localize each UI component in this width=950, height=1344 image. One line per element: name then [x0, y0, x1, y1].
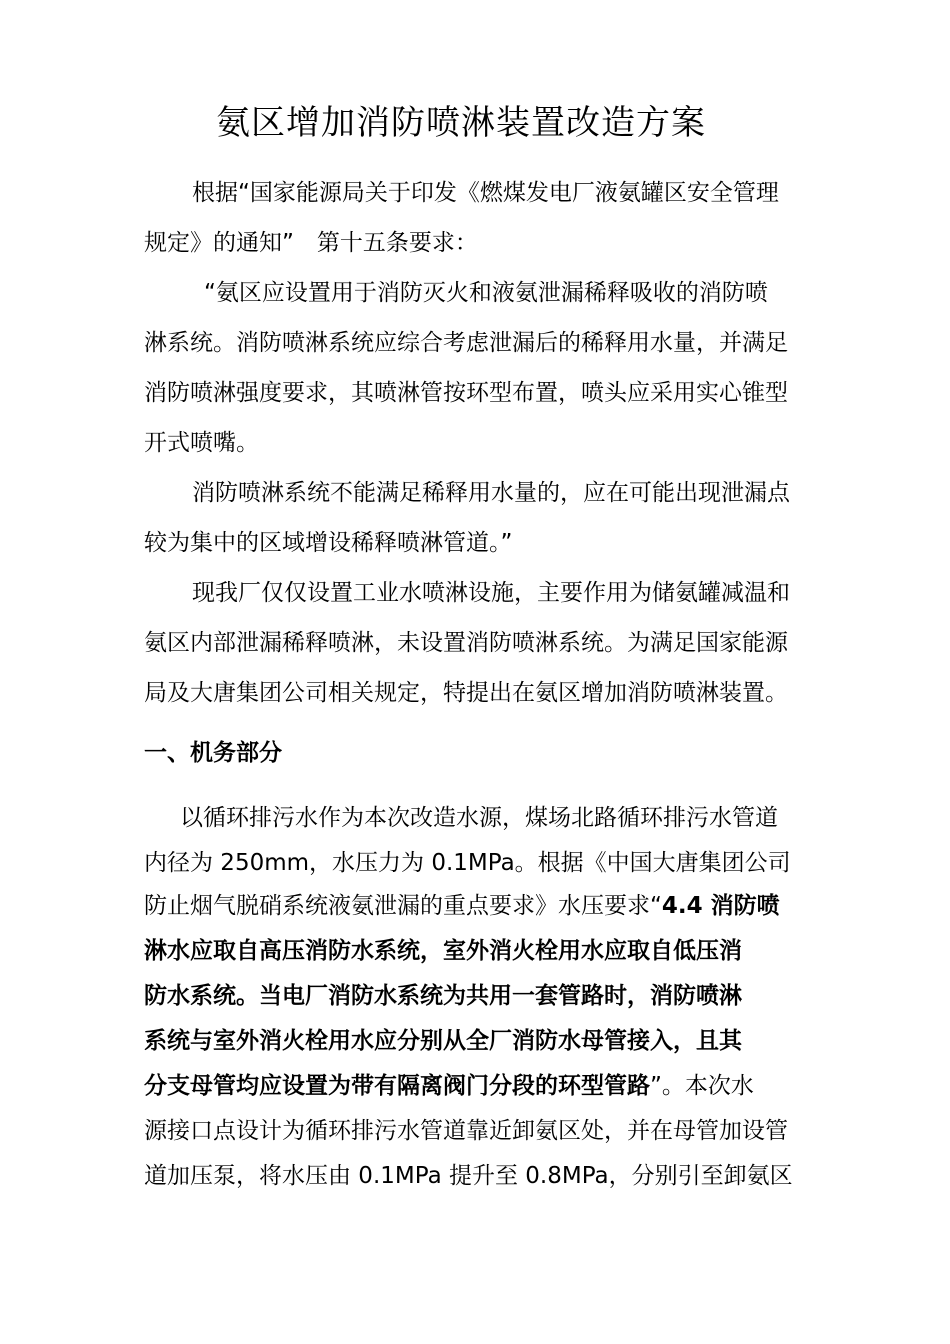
bold-quote-line: 系统与室外消火栓用水应分别从全厂消防水母管接入，且其 — [144, 1028, 742, 1054]
bold-quote-line: 淋水应取自高压消防水系统，室外消火栓用水应取自低压消 — [144, 938, 742, 964]
paragraph-line: 现我厂仅仅设置工业水喷淋设施，主要作用为储氨罐减温和 — [192, 580, 790, 606]
bold-quote-text: 分支母管均应设置为带有隔离阀门分段的环型管路 — [144, 1073, 650, 1099]
paragraph-line: 规定》的通知” 第十五条要求： — [144, 230, 478, 256]
line-text: 防止烟气脱硝系统液氨泄漏的重点要求》水压要求“ — [144, 893, 662, 919]
paragraph-line: 局及大唐集团公司相关规定，特提出在氨区增加消防喷淋装置。 — [144, 680, 788, 706]
quote-line: 消防喷淋强度要求，其喷淋管按环型布置，喷头应采用实心锥型 — [144, 380, 788, 406]
paragraph-line: 源接口点设计为循环排污水管道靠近卸氨区处，并在母管加设管 — [144, 1118, 788, 1144]
quote-line: 消防喷淋系统不能满足稀释用水量的，应在可能出现泄漏点 — [192, 480, 790, 506]
paragraph-line: 以循环排污水作为本次改造水源，煤场北路循环排污水管道 — [180, 805, 778, 831]
document-title: 氨区增加消防喷淋装置改造方案 — [216, 103, 706, 143]
line-text: ”。本次水 — [650, 1073, 754, 1099]
paragraph-line: 根据“国家能源局关于印发《燃煤发电厂液氨罐区安全管理 — [192, 180, 779, 206]
paragraph-line — [144, 881, 816, 931]
section-heading: 一、机务部分 — [144, 740, 282, 766]
paragraph-line: 内径为 250mm，水压力为 0.1MPa。根据《中国大唐集团公司 — [144, 850, 791, 876]
quote-line: 淋系统。消防喷淋系统应综合考虑泄漏后的稀释用水量，并满足 — [144, 330, 788, 356]
paragraph-line: 道加压泵，将水压由 0.1MPa 提升至 0.8MPa，分别引至卸氨区 — [144, 1163, 793, 1189]
quote-line: “氨区应设置用于消防灭火和液氨泄漏稀释吸收的消防喷 — [204, 280, 768, 306]
bold-quote-text: 4.4 消防喷 — [661, 893, 780, 919]
paragraph-line: 氨区内部泄漏稀释喷淋，未设置消防喷淋系统。为满足国家能源 — [144, 630, 788, 656]
quote-line: 开式喷嘴。 — [144, 430, 259, 456]
paragraph-line — [144, 1061, 816, 1111]
quote-line: 较为集中的区域增设稀释喷淋管道。” — [144, 530, 513, 556]
bold-quote-line: 防水系统。当电厂消防水系统为共用一套管路时，消防喷淋 — [144, 983, 742, 1009]
